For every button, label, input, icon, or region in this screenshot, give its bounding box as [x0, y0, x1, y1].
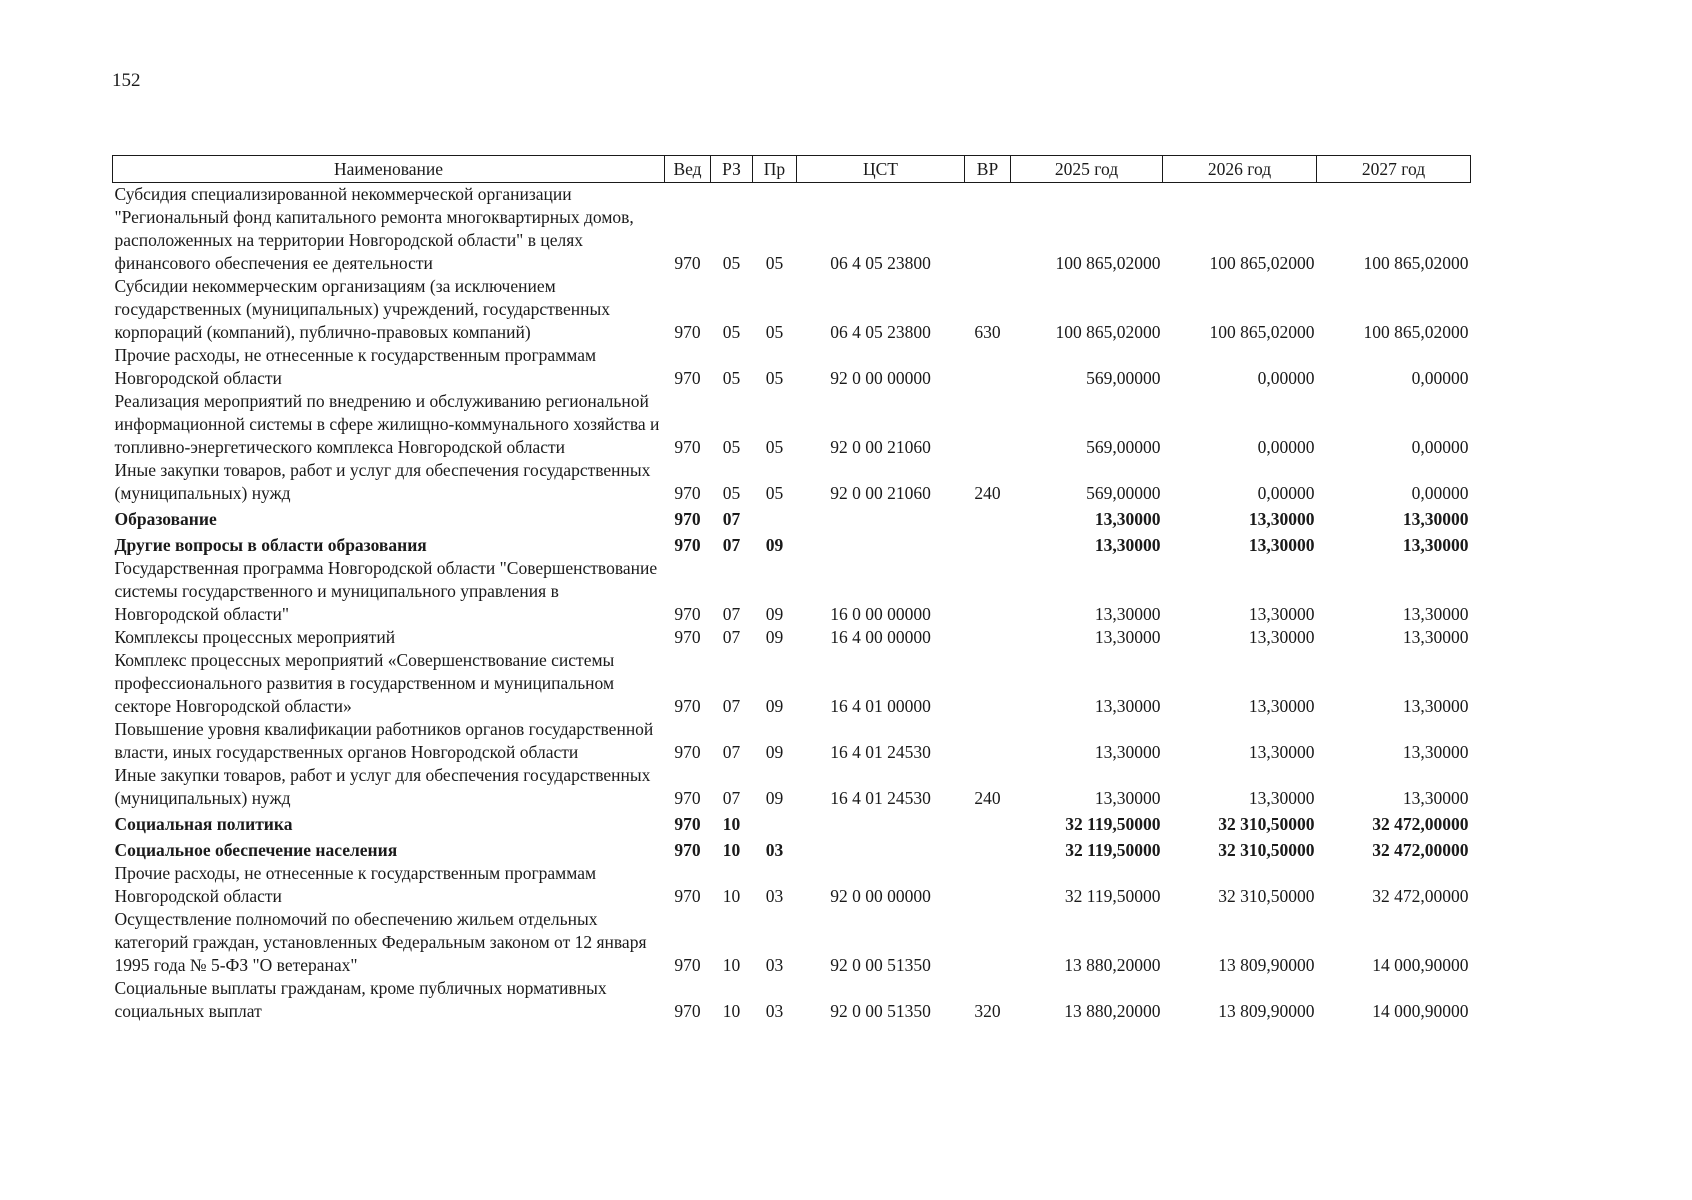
cell-name: Социальное обеспечение населения — [114, 840, 398, 860]
cell-vr: 240 — [974, 788, 1001, 808]
cell-pr: 09 — [765, 535, 784, 555]
cell-2027: 0,00000 — [1411, 437, 1469, 457]
header-cst: ЦСТ — [797, 156, 965, 183]
cell-cst: 92 0 00 51350 — [830, 955, 931, 975]
cell-name: Образование — [114, 509, 217, 529]
cell-2027: 100 865,02000 — [1363, 322, 1469, 342]
cell-ved: 970 — [674, 322, 701, 342]
cell-vr: 630 — [974, 322, 1001, 342]
cell-2027: 13,30000 — [1402, 509, 1469, 529]
cell-rz: 07 — [722, 509, 741, 529]
cell-name: Социальная политика — [114, 814, 293, 834]
cell-ved: 970 — [674, 1001, 701, 1021]
cell-2026: 100 865,02000 — [1209, 253, 1315, 273]
cell-rz: 05 — [722, 368, 741, 388]
cell-pr: 05 — [765, 368, 784, 388]
cell-2027: 100 865,02000 — [1363, 253, 1469, 273]
cell-vr — [965, 810, 1011, 836]
cell-2027: 13,30000 — [1402, 742, 1469, 762]
table-row — [113, 626, 1471, 649]
cell-pr: 05 — [765, 483, 784, 503]
table-body — [113, 183, 1471, 1024]
cell-pr: 05 — [765, 322, 784, 342]
cell-rz: 10 — [722, 955, 741, 975]
cell-2027: 13,30000 — [1402, 788, 1469, 808]
cell-name: Субсидия специализированной некоммерческой организации "Региональный фонд капитального ремонта многоквартирных домов, расположенных на территории Новгородской области" в целях финансового обеспечения ее деятельности — [114, 184, 634, 273]
cell-rz: 05 — [722, 483, 741, 503]
cell-cst: 16 4 00 00000 — [830, 627, 931, 647]
cell-vr — [965, 718, 1011, 764]
table-row — [113, 836, 1471, 862]
table-row — [113, 183, 1471, 276]
table-row — [113, 390, 1471, 459]
cell-vr — [965, 836, 1011, 862]
cell-2026: 13,30000 — [1248, 696, 1315, 716]
cell-pr: 05 — [765, 253, 784, 273]
cell-name: Социальные выплаты гражданам, кроме публичных нормативных социальных выплат — [114, 978, 607, 1021]
cell-pr: 09 — [765, 627, 784, 647]
cell-2027: 0,00000 — [1411, 483, 1469, 503]
cell-cst: 06 4 05 23800 — [830, 322, 931, 342]
cell-vr — [965, 344, 1011, 390]
cell-cst: 92 0 00 00000 — [830, 368, 931, 388]
cell-name: Комплекс процессных мероприятий «Совершенствование системы профессионального развития в государственном и муниципальном секторе Новгородской области» — [114, 650, 615, 716]
cell-2026: 0,00000 — [1257, 368, 1315, 388]
cell-cst: 92 0 00 21060 — [830, 483, 931, 503]
budget-table — [112, 155, 1471, 1023]
cell-2027: 32 472,00000 — [1372, 814, 1469, 834]
header-pr: Пр — [753, 156, 797, 183]
cell-name: Иные закупки товаров, работ и услуг для обеспечения государственных (муниципальных) нужд — [114, 765, 651, 808]
cell-pr: 03 — [765, 840, 784, 860]
cell-2026: 32 310,50000 — [1218, 886, 1315, 906]
cell-2027: 14 000,90000 — [1372, 955, 1469, 975]
header-name: Наименование — [113, 156, 665, 183]
cell-pr: 09 — [765, 742, 784, 762]
header-2027: 2027 год — [1317, 156, 1471, 183]
cell-2027: 0,00000 — [1411, 368, 1469, 388]
table-row — [113, 531, 1471, 557]
cell-2025: 13,30000 — [1094, 627, 1161, 647]
cell-pr: 09 — [765, 604, 784, 624]
table-row — [113, 344, 1471, 390]
cell-vr — [965, 390, 1011, 459]
cell-cst: 16 4 01 24530 — [830, 788, 931, 808]
cell-cst: 16 4 01 00000 — [830, 696, 931, 716]
cell-2027: 13,30000 — [1402, 696, 1469, 716]
cell-2025: 13,30000 — [1094, 696, 1161, 716]
cell-pr — [753, 505, 797, 531]
cell-name: Другие вопросы в области образования — [114, 535, 427, 555]
cell-2026: 0,00000 — [1257, 437, 1315, 457]
header-vr: ВР — [965, 156, 1011, 183]
table-row — [113, 275, 1471, 344]
cell-2025: 32 119,50000 — [1065, 840, 1161, 860]
cell-2026: 100 865,02000 — [1209, 322, 1315, 342]
cell-vr — [965, 626, 1011, 649]
cell-ved: 970 — [674, 814, 701, 834]
cell-rz: 10 — [722, 1001, 741, 1021]
cell-rz: 07 — [722, 788, 741, 808]
cell-2025: 569,00000 — [1086, 483, 1161, 503]
cell-pr: 09 — [765, 696, 784, 716]
table-row — [113, 810, 1471, 836]
cell-rz: 05 — [722, 437, 741, 457]
cell-2026: 13,30000 — [1248, 604, 1315, 624]
header-ved: Вед — [665, 156, 711, 183]
table-row — [113, 459, 1471, 505]
cell-ved: 970 — [674, 955, 701, 975]
cell-2027: 13,30000 — [1402, 604, 1469, 624]
page-number: 152 — [112, 70, 141, 91]
cell-2025: 13 880,20000 — [1064, 1001, 1161, 1021]
cell-vr — [965, 531, 1011, 557]
cell-name: Прочие расходы, не отнесенные к государственным программам Новгородской области — [114, 345, 597, 388]
cell-2026: 13,30000 — [1248, 627, 1315, 647]
cell-vr — [965, 183, 1011, 276]
cell-2026: 13,30000 — [1248, 788, 1315, 808]
cell-2025: 13,30000 — [1094, 535, 1161, 555]
table-header-row — [113, 156, 1471, 183]
cell-ved: 970 — [674, 437, 701, 457]
cell-ved: 970 — [674, 368, 701, 388]
cell-ved: 970 — [674, 483, 701, 503]
cell-name: Реализация мероприятий по внедрению и обслуживанию региональной информационной системы в сфере жилищно-коммунального хозяйства и топливно-энергетического комплекса Новгородской области — [114, 391, 660, 457]
cell-pr: 03 — [765, 1001, 784, 1021]
table-row — [113, 977, 1471, 1023]
cell-vr — [965, 908, 1011, 977]
cell-2025: 13,30000 — [1094, 604, 1161, 624]
cell-cst — [797, 810, 965, 836]
cell-vr — [965, 557, 1011, 626]
cell-cst — [797, 531, 965, 557]
cell-2026: 32 310,50000 — [1218, 840, 1315, 860]
header-2026: 2026 год — [1163, 156, 1317, 183]
cell-rz: 07 — [722, 604, 741, 624]
cell-2025: 13,30000 — [1094, 788, 1161, 808]
cell-ved: 970 — [674, 788, 701, 808]
cell-name: Иные закупки товаров, работ и услуг для обеспечения государственных (муниципальных) нужд — [114, 460, 651, 503]
cell-2026: 13,30000 — [1248, 509, 1315, 529]
cell-name: Государственная программа Новгородской области "Совершенствование системы государственного и муниципального управления в Новгородской области" — [114, 558, 658, 624]
cell-cst — [797, 836, 965, 862]
cell-2027: 32 472,00000 — [1372, 886, 1469, 906]
cell-ved: 970 — [674, 696, 701, 716]
table-row — [113, 505, 1471, 531]
cell-ved: 970 — [674, 886, 701, 906]
cell-rz: 10 — [722, 886, 741, 906]
cell-ved: 970 — [674, 253, 701, 273]
cell-2026: 13,30000 — [1248, 742, 1315, 762]
table-row — [113, 649, 1471, 718]
cell-2025: 569,00000 — [1086, 368, 1161, 388]
cell-pr: 03 — [765, 886, 784, 906]
cell-2025: 13 880,20000 — [1064, 955, 1161, 975]
cell-rz: 07 — [722, 627, 741, 647]
cell-pr: 03 — [765, 955, 784, 975]
table-row — [113, 908, 1471, 977]
cell-2025: 13,30000 — [1094, 742, 1161, 762]
cell-2027: 32 472,00000 — [1372, 840, 1469, 860]
cell-cst: 16 4 01 24530 — [830, 742, 931, 762]
cell-2026: 13 809,90000 — [1218, 1001, 1315, 1021]
header-rz: РЗ — [711, 156, 753, 183]
cell-rz: 07 — [722, 696, 741, 716]
cell-cst: 92 0 00 51350 — [830, 1001, 931, 1021]
cell-2025: 100 865,02000 — [1055, 322, 1161, 342]
cell-2025: 13,30000 — [1094, 509, 1161, 529]
cell-vr: 320 — [974, 1001, 1001, 1021]
cell-name: Осуществление полномочий по обеспечению жильем отдельных категорий граждан, установленных Федеральным законом от 12 января 1995 года № 5-ФЗ "О ветеранах" — [114, 909, 647, 975]
cell-ved: 970 — [674, 535, 701, 555]
cell-rz: 10 — [722, 840, 741, 860]
cell-2027: 13,30000 — [1402, 535, 1469, 555]
cell-vr: 240 — [974, 483, 1001, 503]
cell-ved: 970 — [674, 604, 701, 624]
cell-ved: 970 — [674, 509, 701, 529]
cell-vr — [965, 505, 1011, 531]
cell-name: Субсидии некоммерческим организациям (за исключением государственных (муниципальных) учреждений, государственных корпораций (компаний), публично-правовых компаний) — [114, 276, 610, 342]
cell-cst: 92 0 00 21060 — [830, 437, 931, 457]
cell-2026: 13 809,90000 — [1218, 955, 1315, 975]
cell-2025: 100 865,02000 — [1055, 253, 1161, 273]
cell-pr: 09 — [765, 788, 784, 808]
cell-ved: 970 — [674, 840, 701, 860]
cell-2025: 569,00000 — [1086, 437, 1161, 457]
cell-cst: 92 0 00 00000 — [830, 886, 931, 906]
table-row — [113, 862, 1471, 908]
cell-cst — [797, 505, 965, 531]
cell-vr — [965, 862, 1011, 908]
cell-cst: 16 0 00 00000 — [830, 604, 931, 624]
cell-rz: 05 — [722, 322, 741, 342]
cell-ved: 970 — [674, 627, 701, 647]
cell-pr — [753, 810, 797, 836]
cell-ved: 970 — [674, 742, 701, 762]
header-2025: 2025 год — [1011, 156, 1163, 183]
cell-2026: 0,00000 — [1257, 483, 1315, 503]
table-row — [113, 557, 1471, 626]
cell-rz: 07 — [722, 535, 741, 555]
cell-rz: 05 — [722, 253, 741, 273]
cell-2027: 13,30000 — [1402, 627, 1469, 647]
cell-2027: 14 000,90000 — [1372, 1001, 1469, 1021]
cell-name: Повышение уровня квалификации работников органов государственной власти, иных государственных органов Новгородской области — [114, 719, 654, 762]
cell-cst: 06 4 05 23800 — [830, 253, 931, 273]
cell-rz: 07 — [722, 742, 741, 762]
table-row — [113, 718, 1471, 764]
cell-pr: 05 — [765, 437, 784, 457]
cell-2025: 32 119,50000 — [1064, 886, 1161, 906]
cell-2026: 32 310,50000 — [1218, 814, 1315, 834]
table-row — [113, 764, 1471, 810]
cell-2025: 32 119,50000 — [1065, 814, 1161, 834]
cell-name: Комплексы процессных мероприятий — [114, 627, 396, 647]
cell-name: Прочие расходы, не отнесенные к государственным программам Новгородской области — [114, 863, 597, 906]
cell-rz: 10 — [722, 814, 741, 834]
cell-vr — [965, 649, 1011, 718]
cell-2026: 13,30000 — [1248, 535, 1315, 555]
